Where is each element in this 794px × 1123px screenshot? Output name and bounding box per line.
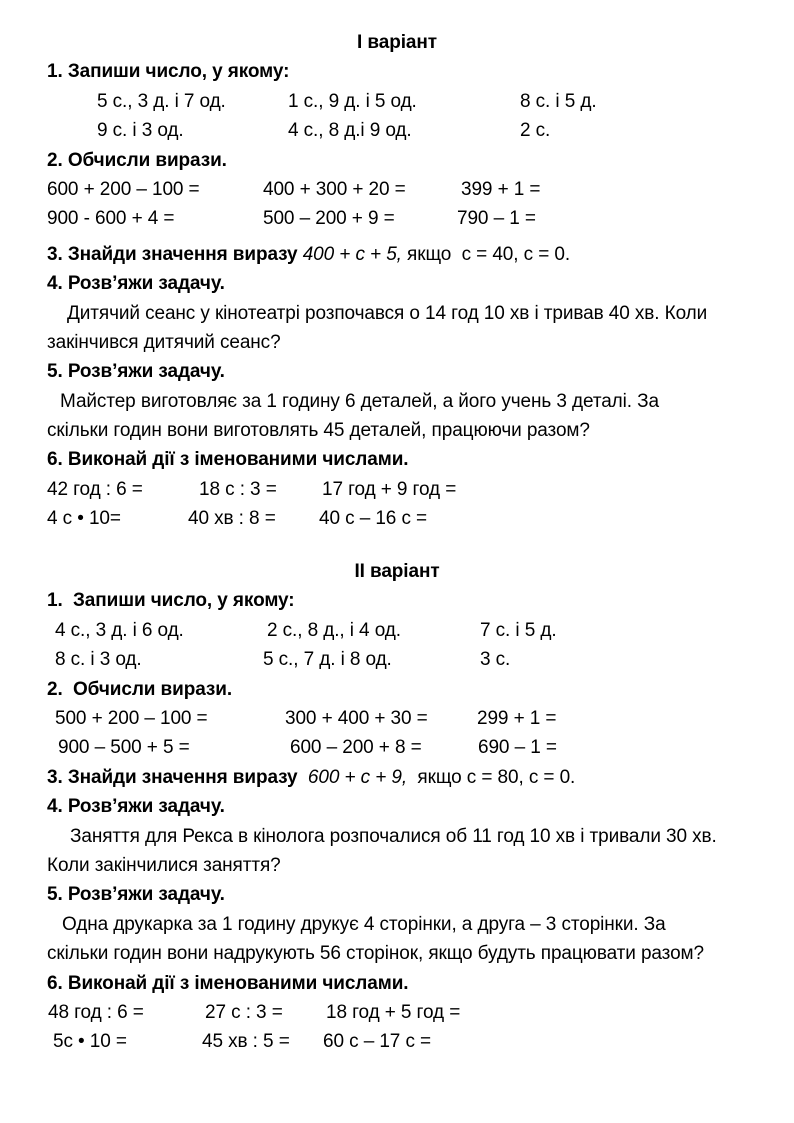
expression-cell: 4 с • 10= <box>47 508 121 530</box>
expression-cell: 690 – 1 = <box>478 737 557 759</box>
v2-task1-row <box>47 645 747 674</box>
v1-task4-heading: 4. Розв’яжи задачу. <box>47 273 225 295</box>
number-cell: 4 с., 3 д. і 6 од. <box>55 619 184 641</box>
number-cell: 3 с. <box>480 649 511 671</box>
variant-2-section <box>47 557 747 1057</box>
number-cell: 2 с. <box>520 120 551 142</box>
expression-cell: 299 + 1 = <box>477 707 557 729</box>
v1-task3-expression: 400 + с + 5, <box>302 243 402 265</box>
v1-task2-row <box>47 204 747 233</box>
expression-cell: 40 хв : 8 = <box>188 508 276 530</box>
v2-task4-text-line: Заняття для Рекса в кінолога розпочалися об 11 год 10 хв і тривали 30 хв. <box>70 825 717 847</box>
v2-task2-row <box>47 733 747 762</box>
v2-task1-heading: 1. Запиши число, у якому: <box>47 590 295 612</box>
v2-task5-text-line: скільки годин вони надрукують 56 сторінок, якщо будуть працювати разом? <box>47 943 704 965</box>
expression-cell: 18 год + 5 год = <box>326 1001 461 1023</box>
v2-task4-heading: 4. Розв’яжи задачу. <box>47 796 225 818</box>
v2-task3-heading: 3. Знайди значення виразу <box>47 766 298 788</box>
number-cell: 9 с. і 3 од. <box>97 120 184 142</box>
expression-cell: 400 + 300 + 20 = <box>263 178 406 200</box>
v1-task6-heading: 6. Виконай дії з іменованими числами. <box>47 449 409 471</box>
variant-2-title: ІІ варіант <box>354 561 440 583</box>
v2-task3-line <box>47 763 747 792</box>
expression-cell: 790 – 1 = <box>457 208 536 230</box>
number-cell: 5 с., 3 д. і 7 од. <box>97 90 226 112</box>
v1-task1-row <box>47 87 747 116</box>
number-cell: 1 с., 9 д. і 5 од. <box>288 90 417 112</box>
expression-cell: 40 с – 16 с = <box>319 508 428 530</box>
expression-cell: 42 год : 6 = <box>47 478 143 500</box>
number-cell: 5 с., 7 д. і 8 од. <box>263 649 392 671</box>
expression-cell: 500 + 200 – 100 = <box>55 707 208 729</box>
v2-task1-row <box>47 616 747 645</box>
v1-task3-heading: 3. Знайди значення виразу <box>47 243 298 265</box>
number-cell: 8 с. і 3 од. <box>55 649 142 671</box>
v1-task4-text-line: закінчився дитячий сеанс? <box>47 331 281 353</box>
v2-task3-expression: 600 + с + 9, <box>302 766 408 788</box>
v2-task2-row <box>47 704 747 733</box>
number-cell: 7 с. і 5 д. <box>480 619 557 641</box>
v1-task1-heading: 1. Запиши число, у якому: <box>47 61 290 83</box>
variant-1-title: І варіант <box>357 32 437 53</box>
expression-cell: 300 + 400 + 30 = <box>285 707 428 729</box>
expression-cell: 399 + 1 = <box>461 178 541 200</box>
v1-task5-text-line: Майстер виготовляє за 1 годину 6 деталей, а його учень 3 деталі. За <box>60 390 659 412</box>
expression-cell: 17 год + 9 год = <box>322 478 457 500</box>
v1-task3-condition: якщо с = 40, с = 0. <box>407 243 571 265</box>
v2-task2-heading: 2. Обчисли вирази. <box>47 678 233 700</box>
expression-cell: 600 – 200 + 8 = <box>290 737 422 759</box>
expression-cell: 900 - 600 + 4 = <box>47 208 175 230</box>
expression-cell: 48 год : 6 = <box>48 1001 144 1023</box>
expression-cell: 45 хв : 5 = <box>202 1031 290 1053</box>
v2-task5-text-line: Одна друкарка за 1 годину друкує 4 сторінки, а друга – 3 сторінки. За <box>62 913 666 935</box>
v1-task2-heading: 2. Обчисли вирази. <box>47 149 227 171</box>
v2-task4-text-line: Коли закінчилися заняття? <box>47 854 281 876</box>
v1-task5-text-line: скільки годин вони виготовлять 45 деталей, працюючи разом? <box>47 420 590 442</box>
v2-task6-row <box>47 998 747 1027</box>
v1-task6-row <box>47 504 747 533</box>
number-cell: 4 с., 8 д.і 9 од. <box>288 120 412 142</box>
v2-task5-heading: 5. Розв’яжи задачу. <box>47 884 225 906</box>
v1-task2-row <box>47 175 747 204</box>
expression-cell: 18 с : 3 = <box>199 478 277 500</box>
v1-task4-text-line: Дитячий сеанс у кінотеатрі розпочався о 14 год 10 хв і тривав 40 хв. Коли <box>67 302 708 324</box>
number-cell: 8 с. і 5 д. <box>520 90 597 112</box>
expression-cell: 27 с : 3 = <box>205 1001 283 1023</box>
v1-task5-heading: 5. Розв’яжи задачу. <box>47 361 225 383</box>
expression-cell: 900 – 500 + 5 = <box>58 737 190 759</box>
v2-task6-row <box>47 1027 747 1056</box>
v2-task3-condition: якщо с = 80, с = 0. <box>412 766 576 788</box>
expression-cell: 500 – 200 + 9 = <box>263 208 395 230</box>
v2-task6-heading: 6. Виконай дії з іменованими числами. <box>47 972 409 994</box>
expression-cell: 5с • 10 = <box>53 1031 127 1053</box>
v1-task1-row <box>47 116 747 145</box>
variant-1-section <box>47 28 747 534</box>
v1-task3-line <box>47 240 747 269</box>
number-cell: 2 с., 8 д., і 4 од. <box>267 619 401 641</box>
blank-line <box>47 534 747 557</box>
expression-cell: 600 + 200 – 100 = <box>47 178 200 200</box>
v1-task6-row <box>47 475 747 504</box>
expression-cell: 60 с – 17 с = <box>323 1031 432 1053</box>
